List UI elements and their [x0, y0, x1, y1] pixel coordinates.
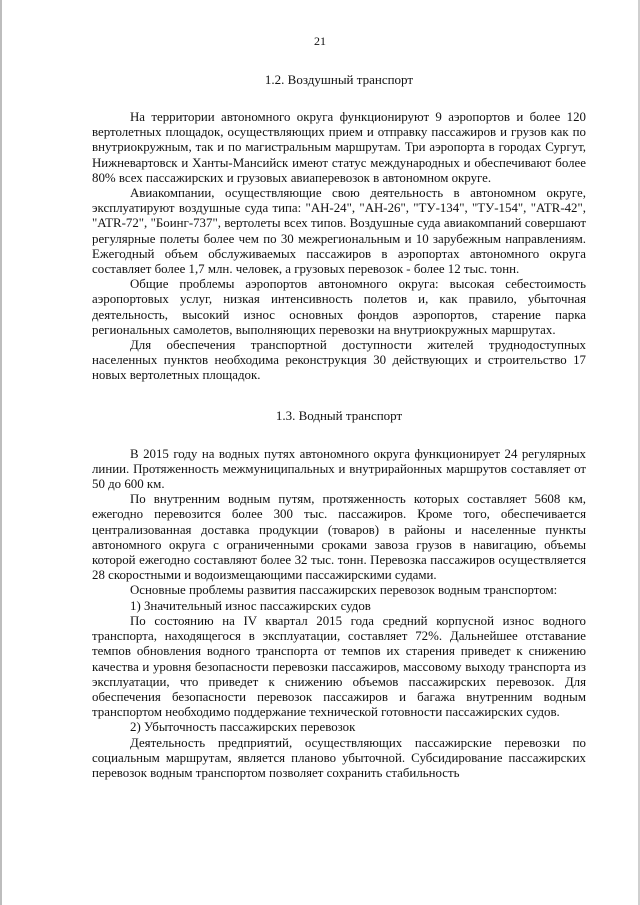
section-title-air-transport: 1.2. Воздушный транспорт — [264, 72, 414, 87]
list-heading: 1) Значительный износ пассажирских судов — [130, 598, 371, 613]
scan-left-edge — [0, 0, 2, 905]
paragraph: Авиакомпании, осуществляющие свою деятельность в автономном округе, эксплуатируют воздушные суда типа: "АН-24", "АН-26", "ТУ-134", "ТУ-154", "ATR-42", "ATR-72", "Боинг-737", вертолеты всех типов. Воздушные суда авиакомпаний совершают регулярные полеты более чем по 30 межрегиональным и 10 зарубежным направлениям. Ежегодный объем обслуживаемых пассажиров в аэропортах автономного округа составляет более 1,7 млн. человек, а грузовых перевозок - более 12 тыс. тонн. — [92, 186, 586, 277]
document-body — [92, 72, 586, 781]
paragraph: На территории автономного округа функционируют 9 аэропортов и более 120 вертолетных площадок, осуществляющих прием и отправку пассажиров и грузов как по внутриокружным, так и по магистральным маршрутам. Три аэропорта в городах Сургут, Нижневартовск и Ханты-Мансийск имеют статус международных и обеспечивают более 80% всех пассажирских и грузовых авиаперевозок в автономном округе. — [92, 110, 586, 185]
list-heading: 2) Убыточность пассажирских перевозок — [130, 720, 356, 735]
paragraph: В 2015 году на водных путях автономного округа функционирует 24 регулярных линии. Протяженность межмуниципальных и внутрирайонных маршрутов составляет от 50 до 600 км. — [92, 446, 586, 492]
paragraph: Основные проблемы развития пассажирских перевозок водным транспортом: — [130, 583, 558, 598]
page-number: 21 — [314, 34, 326, 48]
paragraph: Для обеспечения транспортной доступности жителей труднодоступных населенных пунктов необходима реконструкция 30 действующих и строительство 17 новых вертолетных площадок. — [92, 338, 586, 383]
section-title-water-transport: 1.3. Водный транспорт — [275, 407, 403, 423]
paragraph: Общие проблемы аэропортов автономного округа: высокая себестоимость аэропортовых услуг, низкая интенсивность полетов и, как правило, убыточная деятельность, высокий износ основных фондов аэропортов, старение парка региональных самолетов, выполняющих перевозки на внутриокружных маршрутах. — [92, 277, 586, 337]
paragraph: По состоянию на IV квартал 2015 года средний корпусной износ водного транспорта, находящегося в эксплуатации, составляет 72%. Дальнейшее отставание темпов обновления водного транспорта от темпов их старения приведет к снижению качества и уровня безопасности перевозки пассажиров, массовому выходу транспорта из эксплуатации, что приведет к снижению объемов пассажирских перевозок. Для обеспечения безопасности перевозок пассажиров и багажа внутренним водным транспортом необходимо поддержание технической готовности пассажирских судов. — [92, 613, 586, 720]
paragraph: По внутренним водным путям, протяженность которых составляет 5608 км, ежегодно перевозится более 300 тыс. пассажиров. Кроме того, обеспечивается централизованная доставка продукции (товаров) в районы и населенные пункты автономного округа с ограниченными сроками завоза грузов в навигацию, объемы которой ежегодно составляют более 32 тыс. тонн. Перевозка пассажиров осуществляется 28 скоростными и водоизмещающими пассажирскими судами. — [92, 492, 586, 583]
paragraph: Деятельность предприятий, осуществляющих пассажирские перевозки по социальным маршрутам, является планово убыточной. Субсидирование пассажирских перевозок водным транспортом позволяет сохранить стабильность — [92, 735, 586, 780]
